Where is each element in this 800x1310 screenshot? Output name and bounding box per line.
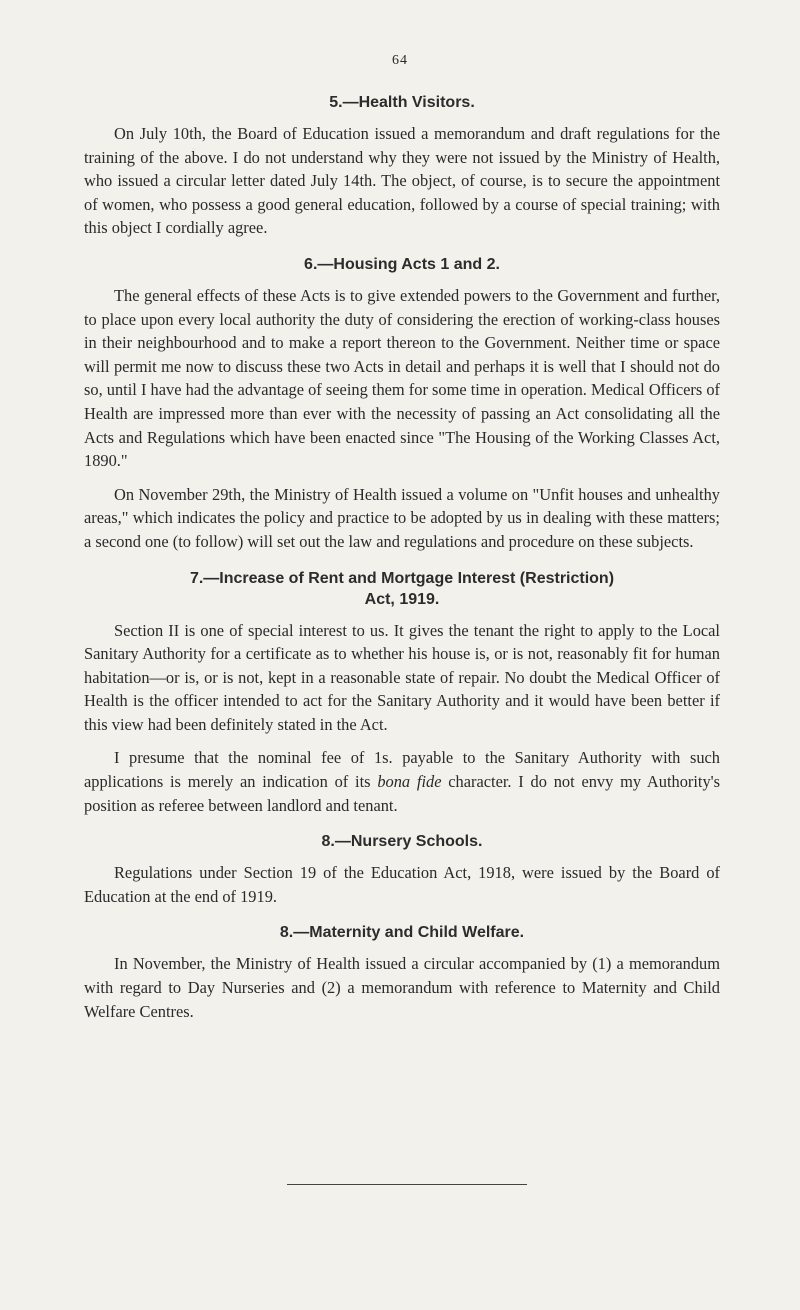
- section-maternity-child-welfare: [84, 922, 720, 1023]
- paragraph: The general effects of these Acts is to give extended powers to the Government and further, to place upon every local authority the duty of considering the erection of working-class houses in their neighbourhood and to make a report thereon to the Government. Neither time or space will permit me now to discuss these two Acts in detail and perhaps it is well that I should not do so, until I have had the advantage of seeing them for some time in operation. Medical Officers of Health are impressed more than ever with the necessity of passing an Act consolidating all the Acts and Regulations which have been enacted since "The Housing of the Working Classes Act, 1890.": [84, 285, 720, 471]
- paragraph-text: I presume that the nominal fee of 1s. payable to the Sanitary Authority with such applications is merely an indication of its: [84, 748, 720, 792]
- paragraph: In November, the Ministry of Health issued a circular accompanied by (1) a memorandum with regard to Day Nurseries and (2) a memorandum with reference to Maternity and Child Welfare Centres.: [84, 954, 720, 1021]
- section-housing-acts: [84, 254, 720, 554]
- section-heading: 6.—Housing Acts 1 and 2.: [304, 255, 500, 273]
- section-heading: 5.—Health Visitors.: [329, 94, 475, 111]
- paragraph: Section II is one of special interest to us. It gives the tenant the right to apply to the Local Sanitary Authority for a certificate as to whether his house is, or is not, reasonably fit for human habitation—or is, or is not, kept in a reasonable state of repair. No doubt the Medical Officer of Health is the officer intended to act for the Sanitary Authority and it would have been better if this view had been definitely stated in the Act.: [84, 620, 720, 734]
- paragraph: Regulations under Section 19 of the Education Act, 1918, were issued by the Board of Education at the end of 1919.: [84, 863, 720, 906]
- page-number: 64: [392, 53, 408, 68]
- section-heading: [84, 568, 720, 610]
- section-heading-line: 7.—Increase of Rent and Mortgage Interest (Restriction): [189, 569, 615, 587]
- section-health-visitors: [84, 92, 720, 240]
- paragraph: [84, 746, 720, 817]
- page-body: [84, 92, 720, 1033]
- end-rule: [287, 1184, 527, 1185]
- section-nursery-schools: [84, 831, 720, 908]
- paragraph: On July 10th, the Board of Education issued a memorandum and draft regulations for the training of the above. I do not understand why they were not issued by the Ministry of Health, who issued a circular letter dated July 14th. The object, of course, is to secure the appointment of women, who possess a good general education, followed by a course of special training; with this object I cordially agree.: [84, 124, 720, 238]
- section-heading: 8.—Nursery Schools.: [321, 833, 483, 851]
- italic-phrase: bona fide: [377, 772, 442, 792]
- section-heading-line: Act, 1919.: [364, 590, 440, 608]
- paragraph-text: character. I do not envy my Authority's position as referee between landlord and tenant.: [84, 772, 720, 815]
- section-rent-restriction-act: [84, 568, 720, 818]
- section-heading: 8.—Maternity and Child Welfare.: [279, 924, 525, 942]
- paragraph: On November 29th, the Ministry of Health issued a volume on "Unfit houses and unhealthy areas," which indicates the policy and practice to be adopted by us in dealing with these matters; a second one (to follow) will set out the law and regulations and procedure on these subjects.: [84, 484, 720, 551]
